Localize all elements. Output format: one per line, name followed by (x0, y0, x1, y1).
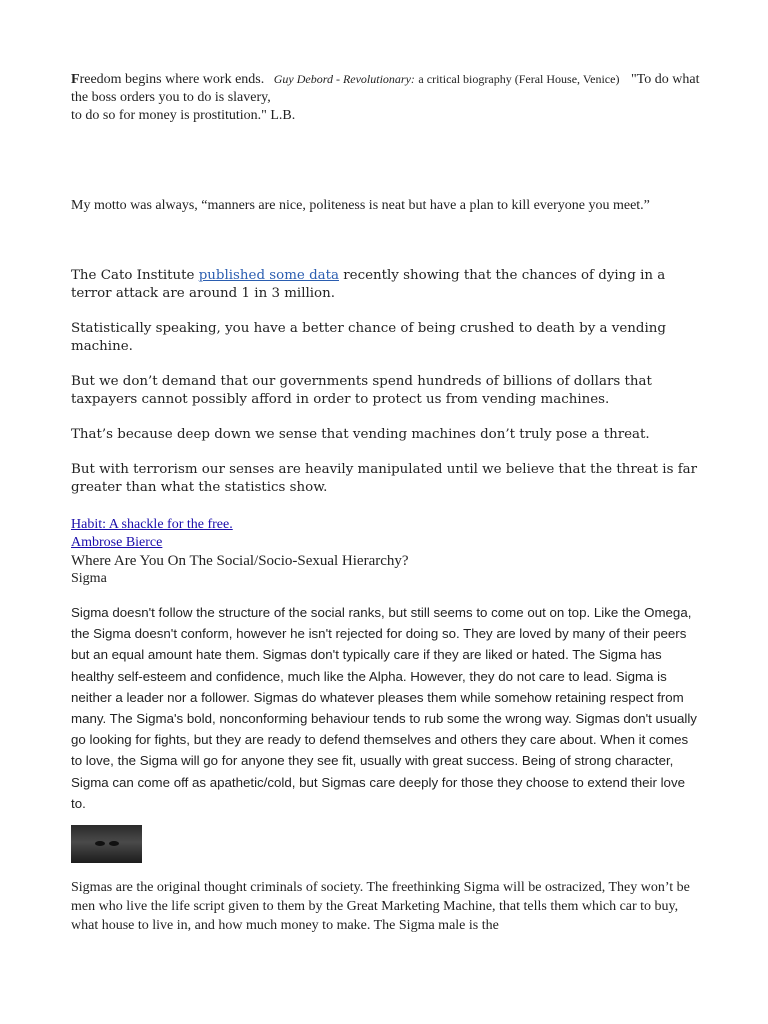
boss-quote-end: to do so for money is prostitution." L.B. (71, 108, 296, 123)
cato-paragraph-4: That’s because deep down we sense that vending machines don’t truly pose a threat. (71, 427, 650, 442)
wolf-eye-right (109, 841, 119, 846)
drop-letter: F (71, 72, 80, 87)
cato-paragraph-3: But we don’t demand that our governments spend hundreds of billions of dollars that taxpayers cannot possibly afford in order to protect us from vending machines. (71, 374, 652, 407)
cato-paragraph-2: Statistically speaking, you have a better chance of being crushed to death by a vending machine. (71, 321, 666, 354)
cato-p1-end: recently showing that the chances of dying in a terror attack are around 1 in 3 million. (71, 268, 666, 301)
wolf-eye-left (95, 841, 105, 846)
hierarchy-heading: Where Are You On The Social/Socio-Sexual Hierarchy? (71, 553, 409, 569)
cato-section (71, 267, 701, 514)
document-page (71, 70, 701, 933)
citation-details: a critical biography (Feral House, Venice) (418, 72, 620, 86)
intro-quote-block (71, 70, 701, 125)
sigma-description: Sigma doesn't follow the structure of the social ranks, but still seems to come out on top. Like the Omega, the Sigma doesn't conform, however he isn't rejected for doing so. They are loved by many of their peers but an equal amount hate them. Sigmas don't typically care if they are liked or hated. The Sigma has healthy self-esteem and confidence, much like the Alpha. However, they do not care to lead. Sigma is neither a leader nor a follower. Sigmas do whatever pleases them while somehow retaining respect from many. The Sigma's bold, nonconforming behaviour tends to rub some the wrong way. Sigmas don't usually go looking for fights, but they are ready to defend themselves and others they care about. When it comes to love, the Sigma will go for anyone they see fit, usually with great success. Being of strong character, Sigma can come off as apathetic/cold, but Sigmas care deeply for those they choose to extend their love to. (71, 605, 697, 811)
motto-text: My motto was always, “manners are nice, politeness is neat but have a plan to kill everyone you meet.” (71, 198, 650, 213)
cato-paragraph-5: But with terrorism our senses are heavily manipulated until we believe that the threat is far greater than what the statistics show. (71, 462, 698, 495)
cato-p1-start: The Cato Institute (71, 268, 199, 283)
quote-links-block (71, 516, 409, 588)
citation-title: Guy Debord - Revolutionary: (273, 72, 415, 86)
boss-quote: "To do what the boss orders you to do is slavery, (71, 72, 700, 105)
intro-lead (71, 72, 264, 87)
ambrose-bierce-link[interactable]: Ambrose Bierce (71, 535, 163, 550)
sigma-thought-criminals-paragraph: Sigmas are the original thought criminals of society. The freethinking Sigma will be ostracized, They won’t be men who live the life script given to them by the Great Marketing Machine, that tells them which car to buy, what house to live in, and how much money to make. The Sigma male is the (71, 880, 690, 933)
intro-lead-text: reedom begins where work ends. (79, 72, 265, 87)
wolf-image (71, 825, 142, 863)
cato-paragraph-1 (71, 267, 701, 303)
sigma-subheading: Sigma (71, 571, 107, 586)
published-data-link[interactable]: published some data (198, 268, 340, 283)
habit-link[interactable]: Habit: A shackle for the free. (71, 517, 233, 532)
